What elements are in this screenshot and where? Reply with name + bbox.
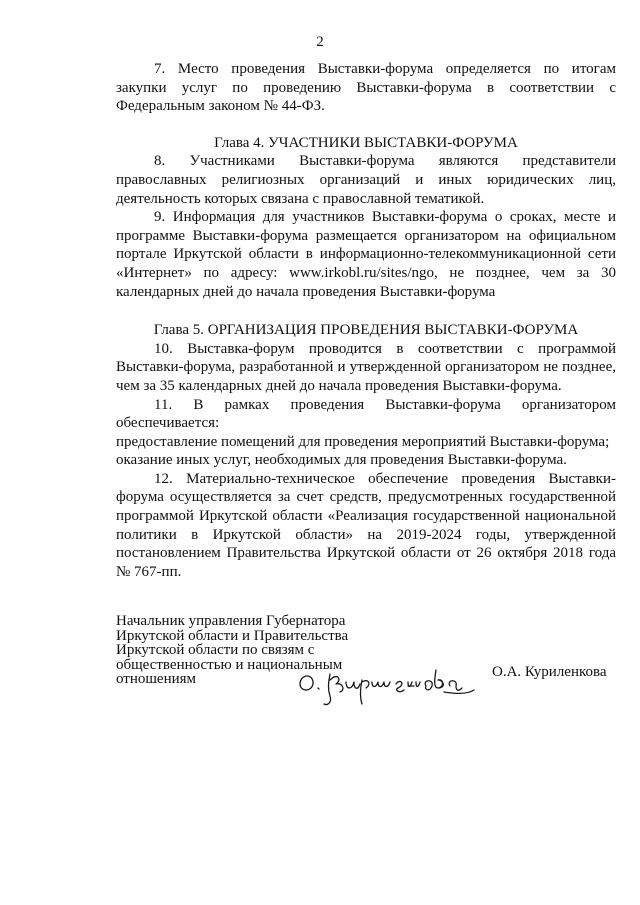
position-line: Начальник управления Губернатора: [116, 613, 346, 629]
paragraph-10: 10. Выставка-форум проводится в соответствии с программой Выставки-форума, разработанной и утвержденной организатором не позднее, чем за 35 календарных дней до начала проведения Выставки-форума.: [116, 340, 616, 394]
position-line: Иркутской области и Правительства: [116, 627, 349, 644]
paragraph-8: 8. Участниками Выставки-форума являются представители православных религиозных организаций и иных юридических лиц, деятельность которых связана с православной тематикой.: [116, 153, 616, 207]
handwritten-signature: [294, 656, 476, 708]
paragraph-9: 9. Информация для участников Выставки-форума о сроках, месте и программе Выставки-форума размещается организатором на официальном портале Иркутской области в информационно-телекоммуникационной сети «Интернет» по адресу: www.irkobl.ru/sites/ngo, не позднее, чем за 30 календарных дней до начала проведения Выставки-форума: [116, 209, 616, 300]
paragraph-12: 12. Материально-техническое обеспечение проведения Выставки-форума осуществляется за счет средств, предусмотренных государственной программой Иркутской области «Реализация государственной национальной политики в Иркутской области» на 2019-2024 годы, утвержденной постановлением Правительства Иркутской области от 26 октября 2018 года № 767-пп.: [116, 470, 616, 580]
paragraph-11-item-premises: предоставление помещений для проведения мероприятий Выставки-форума;: [116, 433, 610, 450]
chapter-5-heading: Глава 5. ОРГАНИЗАЦИЯ ПРОВЕДЕНИЯ ВЫСТАВКИ-ФОРУМА: [153, 322, 579, 339]
document-body: [116, 60, 616, 581]
paragraph-11: 11. В рамках проведения Выставки-форума организатором обеспечивается:: [116, 396, 616, 432]
paragraph-11-item-services: оказание иных услуг, необходимых для проведения Выставки-форума.: [116, 452, 567, 469]
position-line: отношениям: [116, 671, 197, 687]
position-line: Иркутской области по связям с: [116, 642, 315, 658]
position-line: общественностью и национальным: [116, 656, 343, 673]
chapter-4-heading: Глава 4. УЧАСТНИКИ ВЫСТАВКИ-ФОРУМА: [214, 134, 518, 151]
page-number: 2: [316, 34, 324, 50]
paragraph-7: 7. Место проведения Выставки-форума определяется по итогам закупки услуг по проведению Выставки-форума в соответствии с Федеральным законом № 44-ФЗ.: [116, 61, 616, 115]
signatory-name: О.А. Куриленкова: [492, 664, 607, 680]
